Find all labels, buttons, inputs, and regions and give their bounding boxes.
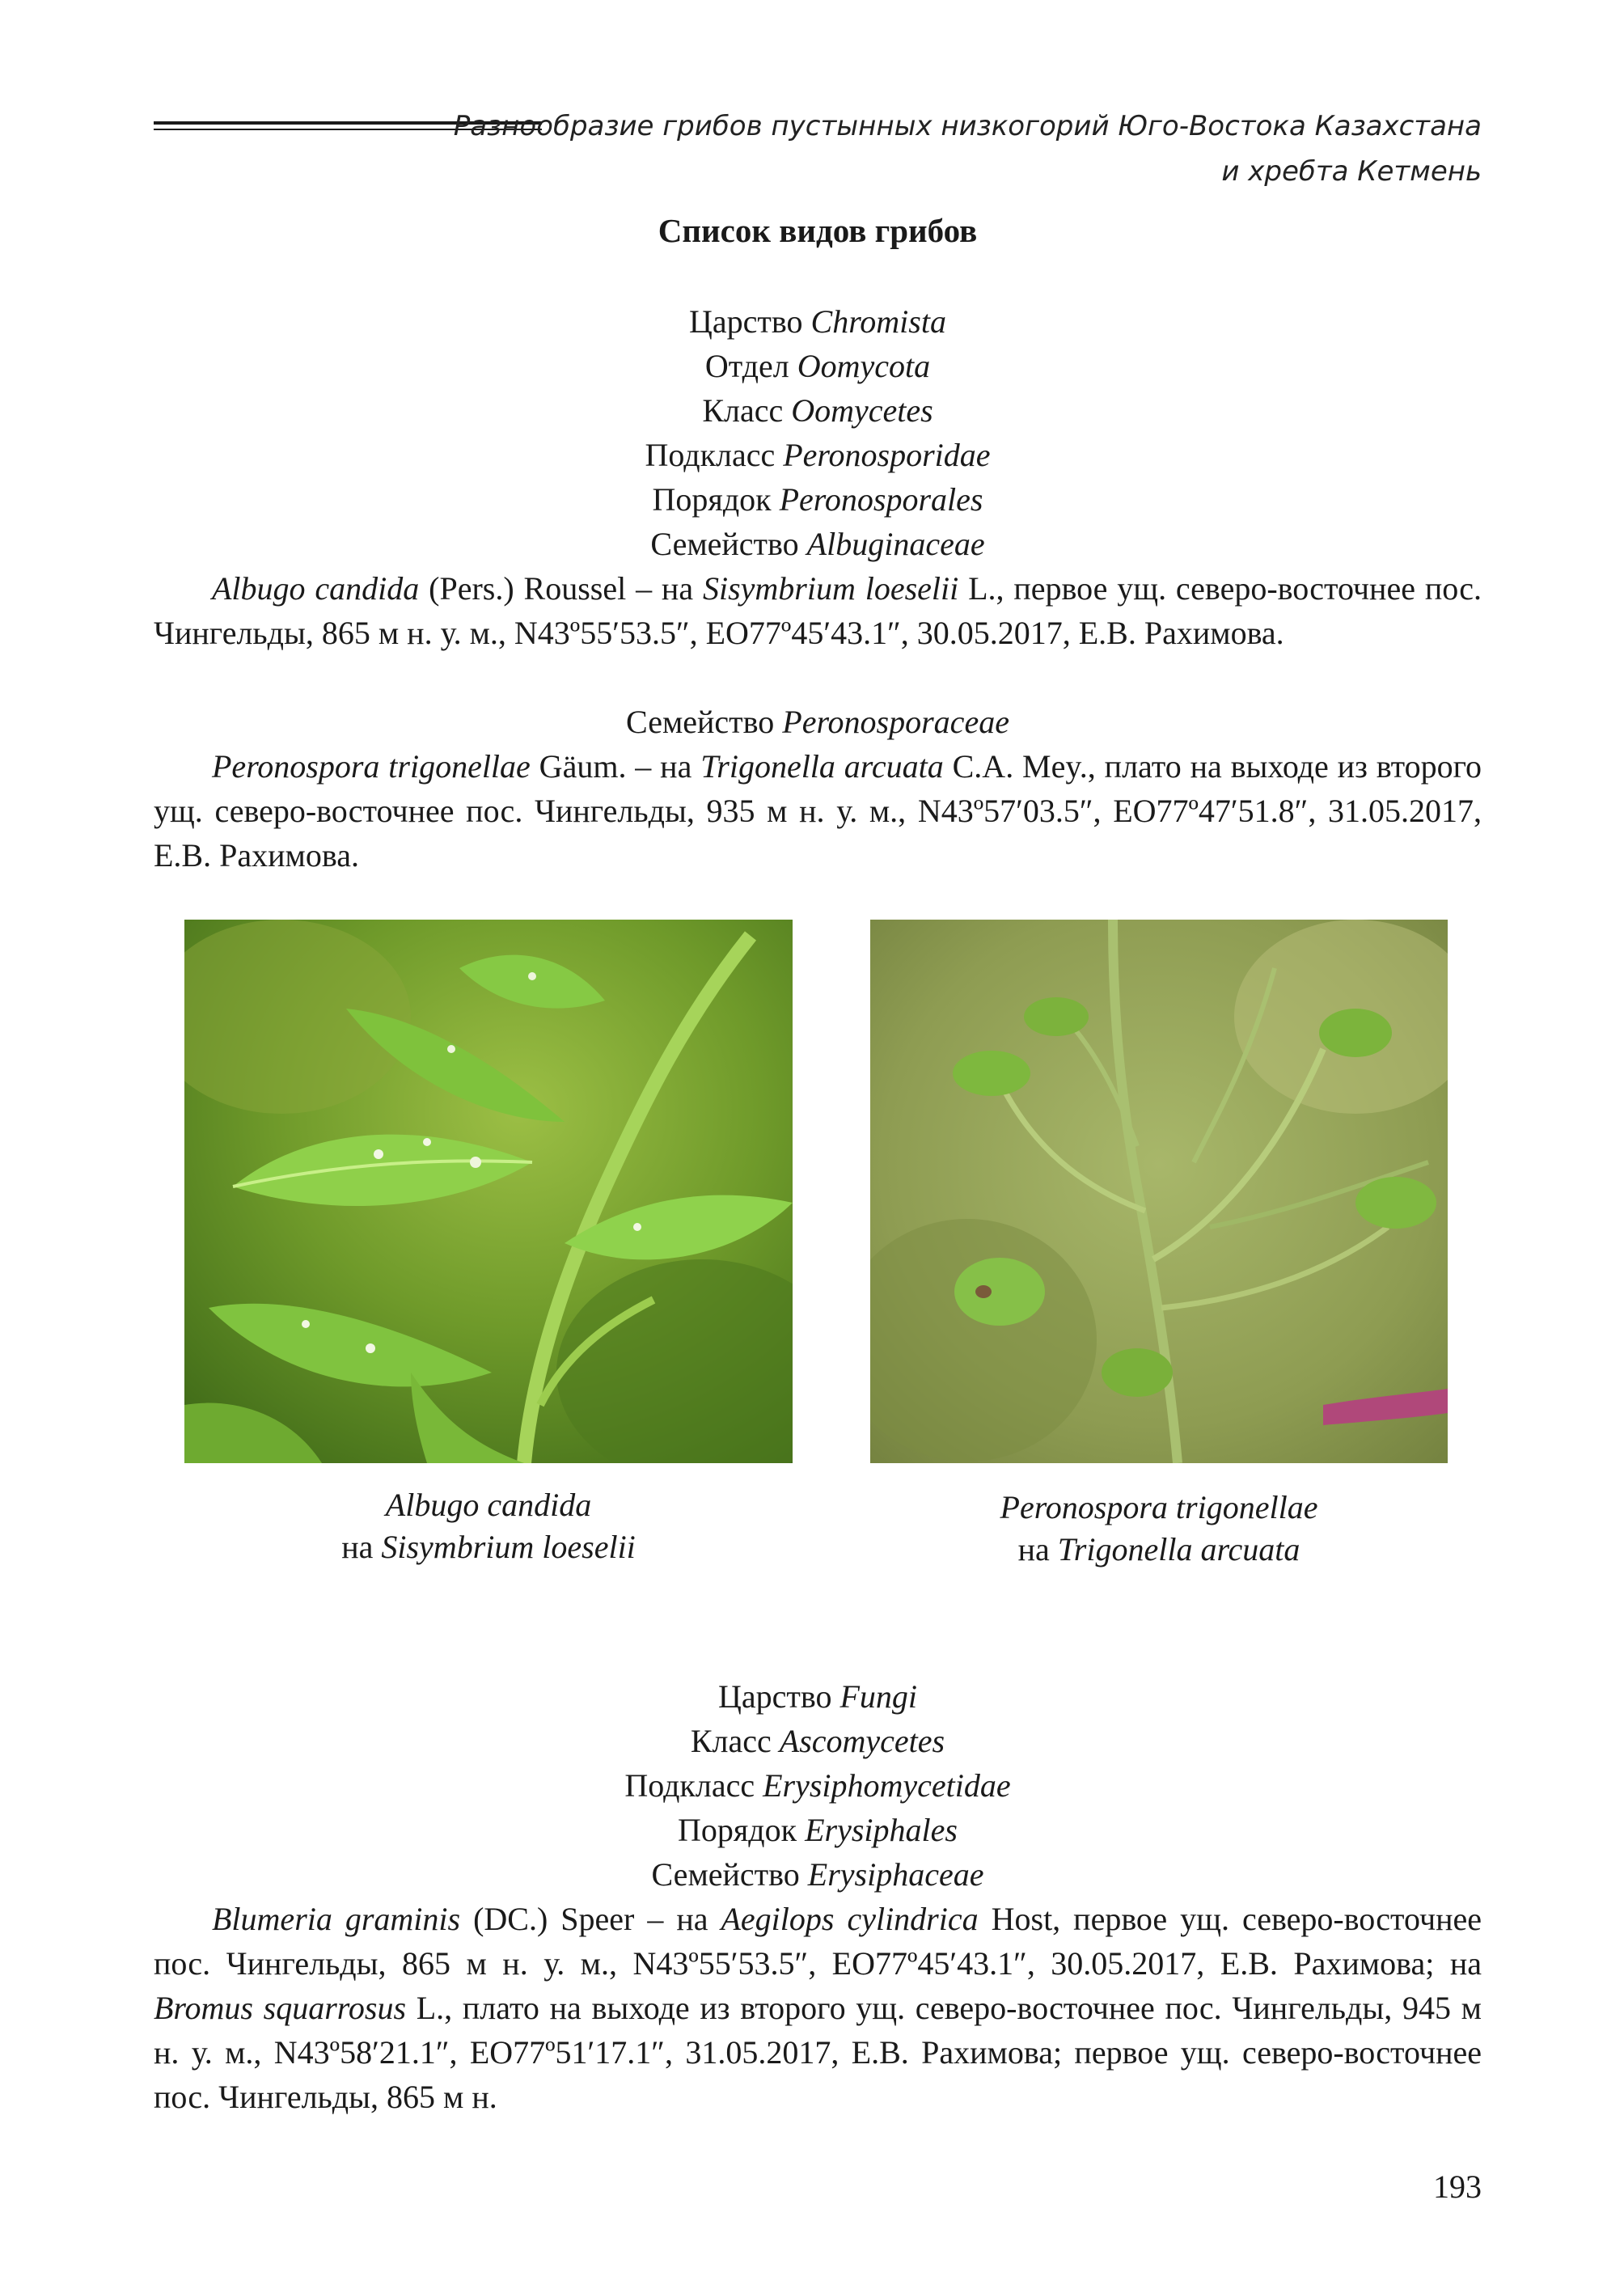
species-entry-albugo: Albugo candida (Pers.) Roussel – на Sisymbrium loeselii L., первое ущ. северо-восточнее пос. Чингельды, 865 м н. у. м., N43º55′53.5″, EO77º45′43.1″, 30.05.2017, Е.В. Рахимова.	[154, 570, 1482, 651]
running-header-line1: Разнообразие грибов пустынных низкогорий Юго-Востока Казахстана	[453, 110, 1482, 142]
taxon-kingdom: Царство Chromista	[689, 303, 946, 340]
taxonomy-block-1	[154, 299, 1482, 566]
taxonomy-block-2	[154, 1674, 1482, 1897]
running-header-line2: и хребта Кетмень	[1221, 155, 1482, 188]
figure-caption-2: Peronospora trigonellae на Trigonella arcuata	[1000, 1489, 1318, 1567]
taxon-class: Класс Oomycetes	[702, 392, 933, 429]
caption-1-species: Albugo candida	[385, 1487, 592, 1523]
figure-caption-1: Albugo candida на Sisymbrium loeselii	[341, 1487, 636, 1565]
taxon-order: Порядок Peronosporales	[652, 481, 983, 518]
taxon-subclass: Подкласс Peronosporidae	[645, 437, 991, 473]
taxon-family-2: Семейство Peronosporaceae	[626, 704, 1009, 740]
running-header	[430, 104, 1482, 194]
caption-1-host: Sisymbrium loeselii	[381, 1529, 636, 1565]
species-entry-peronospora: Peronospora trigonellae Gäum. – на Trigonella arcuata C.A. Mey., плато на выходе из второго ущ. северо-восточнее пос. Чингельды, 935 м н. у. м., N43º57′03.5″, EO77º47′51.8″, 31.05.2017, Е.В. Рахимова.	[154, 748, 1482, 874]
taxon2-kingdom: Царство Fungi	[717, 1678, 918, 1715]
taxon2-order: Порядок Erysiphales	[678, 1812, 958, 1848]
photo-peronospora-trigonellae	[870, 920, 1448, 1463]
page-number: 193	[1433, 2168, 1482, 2205]
caption-2-species: Peronospora trigonellae	[1000, 1489, 1318, 1525]
taxon-family: Семейство Albuginaceae	[650, 526, 985, 562]
taxon2-family: Семейство Erysiphaceae	[651, 1856, 984, 1893]
taxon2-class: Класс Ascomycetes	[690, 1723, 945, 1759]
taxon2-subclass: Подкласс Erysiphomycetidae	[624, 1767, 1011, 1804]
caption-2-host: Trigonella arcuata	[1057, 1531, 1300, 1567]
section-title: Список видов грибов	[658, 212, 978, 249]
species-entry-blumeria: Blumeria graminis (DC.) Speer – на Aegilops cylindrica Host, первое ущ. северо-восточнее пос. Чингельды, 865 м н. у. м., N43º55′53.5″, EO77º45′43.1″, 30.05.2017, Е.В. Рахимова; на Bromus squarrosus L., плато на выходе из второго ущ. северо-восточнее пос. Чингельды, 945 м н. у. м., N43º58′21.1″, EO77º51′17.1″, 31.05.2017, Е.В. Рахимова; первое ущ. северо-восточнее пос. Чингельды, 865 м н.	[154, 1901, 1482, 2115]
photo-albugo-candida	[184, 920, 793, 1463]
taxon-division: Отдел Oomycota	[704, 348, 931, 384]
